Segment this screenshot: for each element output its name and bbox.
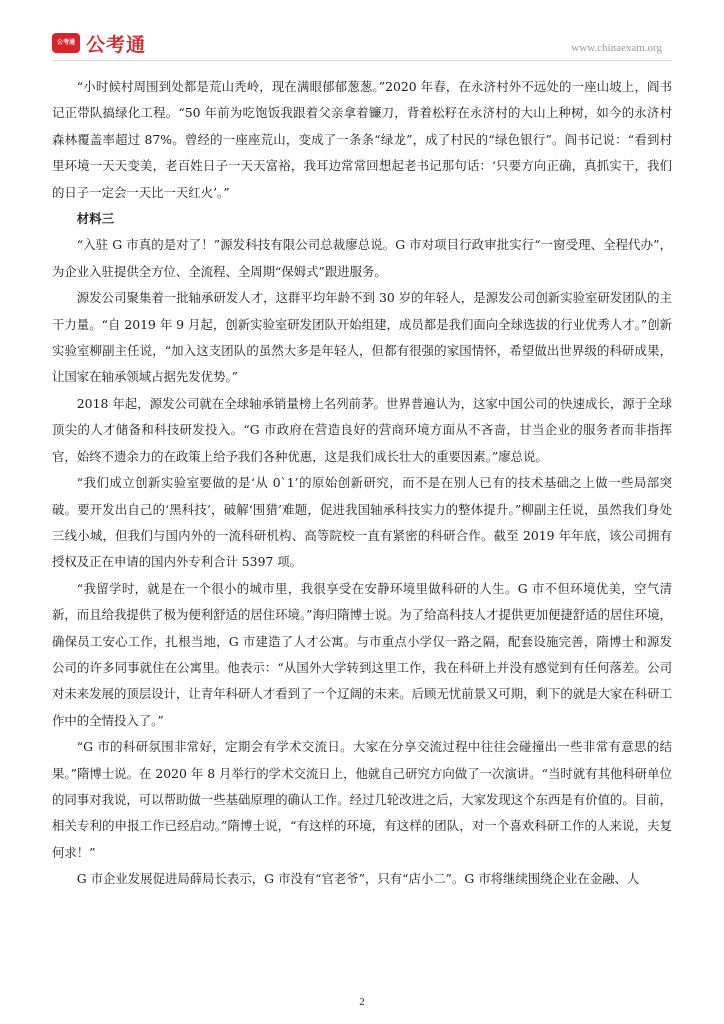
paragraph-1: “小时候村周围到处都是荒山秃岭，现在满眼郁郁葱葱。”2020 年春，在永济村外不远处的一座山坡上，阎书记正带队搞绿化工程。“50 年前为吃饱饭我跟着父亲拿着镰刀，背着松籽在永济村的大山上种树，如今的永济村森林覆盖率超过 87%。曾经的一座座荒山，变成了一条条“绿龙”，成了村民的“绿色银行”。阎书记说：“看到村里环境一天天变美，老百姓日子一天天富裕，我耳边常常回想起老书记那句话：‘只要方向正确，真抓实干，我们的日子一定会一天比一天红火’。”	[52, 79, 672, 200]
paragraph-3: 源发公司聚集着一批轴承研发人才，这群平均年龄不到 30 岁的年轻人，是源发公司创新实验室研发团队的主干力量。“自 2019 年 9 月起，创新实验室研发团队开始组建，成员都是我们面向全球选拔的行业优秀人才。”创新实验室柳副主任说，“加入这支团队的虽然大多是年轻人，但都有很强的家国情怀，希望做出世界级的科研成果，让国家在轴承领域占据先发优势。”	[52, 290, 672, 385]
document-body	[52, 74, 672, 893]
site-url: www.chinaexam.org	[571, 42, 662, 54]
paragraph-7: “G 市的科研氛围非常好，定期会有学术交流日。大家在分享交流过程中往往会碰撞出一些非常有意思的结果。”隋博士说。在 2020 年 8 月举行的学术交流日上，他就自己研究方向做了一次演讲。“当时就有其他科研单位的同事对我说，可以帮助做一些基础原理的确认工作。经过几轮改进之后，大家发现这个东西是有价值的。目前，相关专利的申报工作已经启动。”隋博士说，“有这样的环境，有这样的团队，对一个喜欢科研工作的人来说，夫复何求！”	[52, 739, 672, 860]
section-title: 材料三	[76, 211, 114, 227]
paragraph-6: “我留学时，就是在一个很小的城市里，我很享受在安静环境里做科研的人生。G 市不但环境优美，空气清新，而且给我提供了极为便利舒适的居住环境。”海归隋博士说。为了给高科技人才提供更加便捷舒适的居住环境，确保员工安心工作，扎根当地，G 市建造了人才公寓。与市重点小学仅一路之隔，配套设施完善，隋博士和源发公司的许多同事就住在公寓里。他表示：“从国外大学转到这里工作，我在科研上并没有感觉到有任何落差。公司对未来发展的顶层设计，让青年科研人才看到了一个辽阔的未来。后顾无忧前景又可期，剩下的就是大家在科研工作中的全情投入了。”	[52, 580, 672, 728]
paragraph-5: “我们成立创新实验室要做的是‘从 0`1’的原始创新研究，而不是在别人已有的技术基础之上做一些局部突破。要开发出自己的‘黑科技’，破解‘围猎’难题，促进我国轴承科技实力的整体提升。”柳副主任说，虽然我们身处三线小城，但我们与国内外的一流科研机构、高等院校一直有紧密的科研合作。截至 2019 年年底，该公司拥有授权及正在申请的国内外专利合计 5397 项。	[52, 475, 672, 570]
page-header	[0, 0, 724, 62]
paragraph-2: “入驻 G 市真的是对了！”源发科技有限公司总裁廖总说。G 市对项目行政审批实行“一窗受理、全程代办”，为企业入驻提供全方位、全流程、全周期“保姆式”跟进服务。	[52, 237, 672, 279]
paragraph-4: 2018 年起，源发公司就在全球轴承销量榜上名列前茅。世界普遍认为，这家中国公司的快速成长，源于全球顶尖的人才储备和科技研发投入。“G 市政府在营造良好的营商环境方面从不吝啬，甘当企业的服务者而非指挥官，始终不遗余力的在政策上给予我们各种优惠，这是我们成长壮大的重要因素。”廖总说。	[52, 395, 672, 464]
paragraph-8: G 市企业发展促进局薛局长表示，G 市没有“官老爷”，只有“店小二”。G 市将继续围绕企业在金融、人	[76, 871, 640, 887]
logo-badge: 公考通	[52, 33, 80, 53]
page-number: 2	[359, 996, 365, 1008]
header-divider	[52, 60, 672, 61]
logo-text: 公考通	[86, 34, 147, 56]
